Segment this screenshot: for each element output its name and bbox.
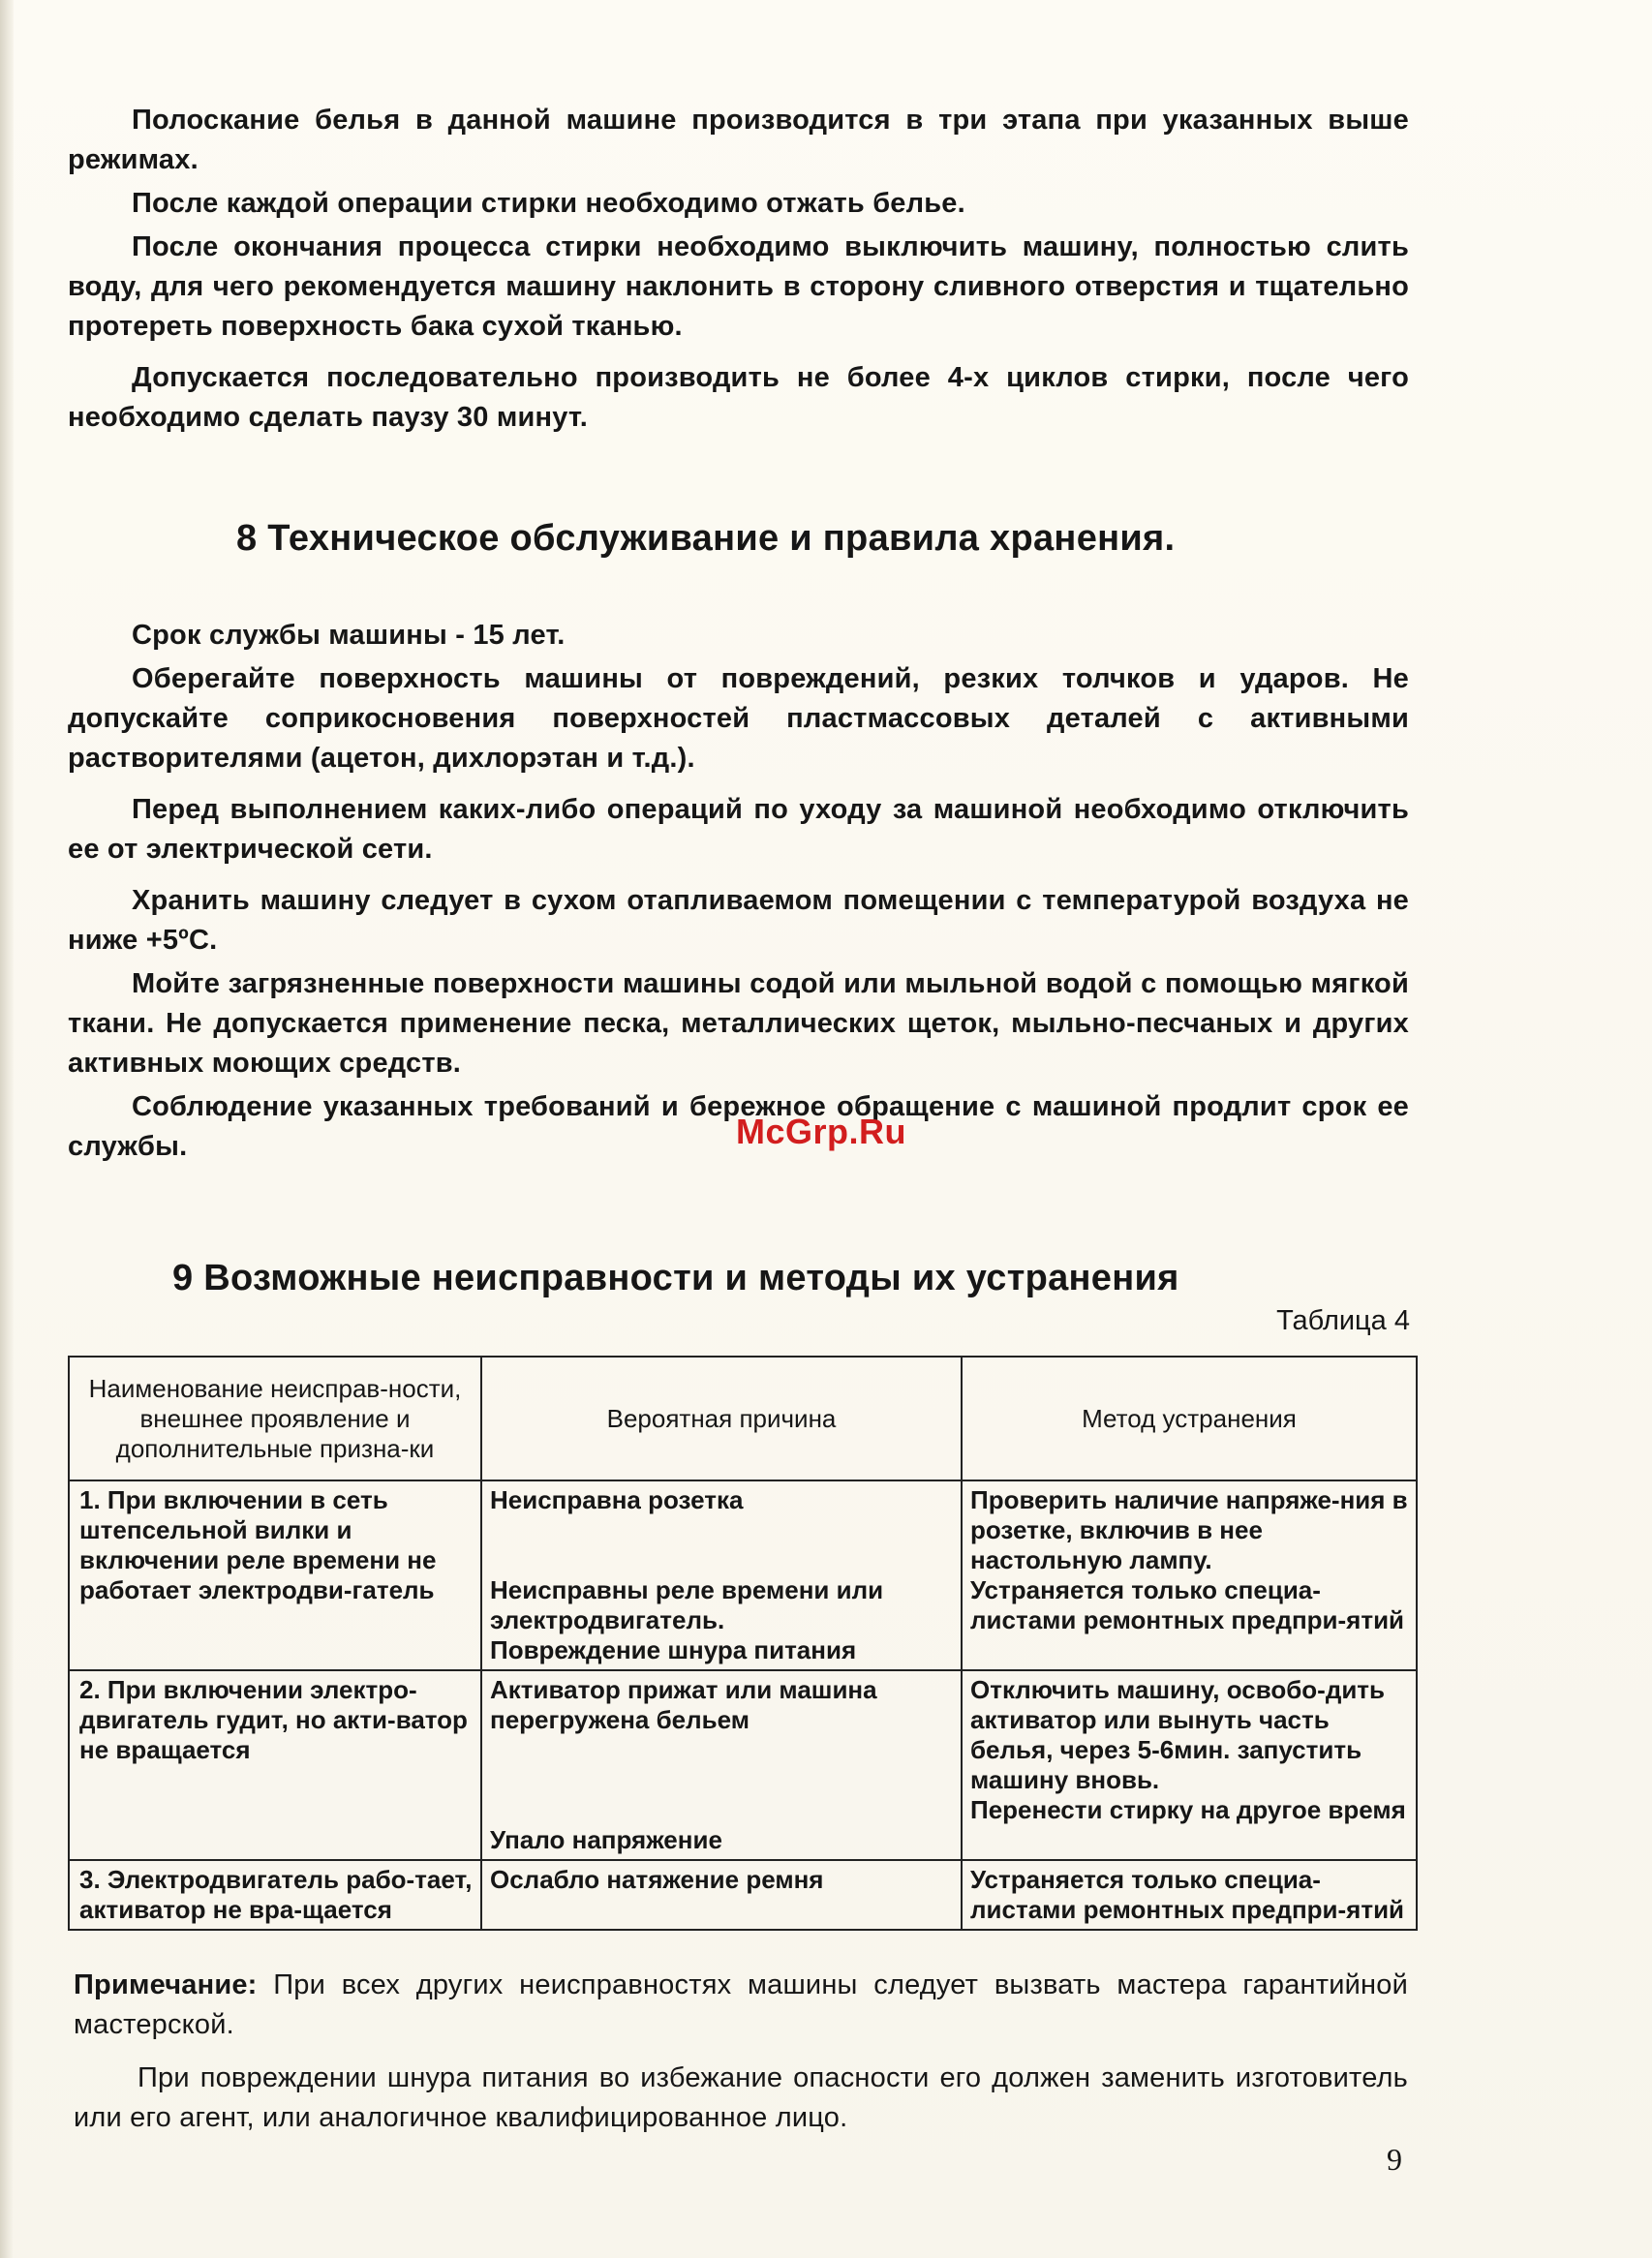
section-8-paragraph: Срок службы машины - 15 лет. — [132, 620, 566, 651]
section-8-paragraph: Перед выполнением каких-либо операций по уходу за машиной необходимо отключить ее от электрической сети. — [68, 794, 1409, 865]
cause-cell: Неисправны реле времени или электродвигатель. — [490, 1575, 884, 1634]
cause-cell: Упало напряжение — [490, 1825, 722, 1854]
cause-cell: Неисправна розетка — [490, 1485, 744, 1514]
intro-paragraph: Полоскание белья в данной машине производится в три этапа при указанных выше режимах. — [68, 105, 1409, 175]
section-8-body — [68, 616, 1409, 1167]
intro-paragraph: Допускается последовательно производить не более 4-х циклов стирки, после чего необходимо сделать паузу 30 минут. — [68, 362, 1409, 433]
table-row — [69, 1670, 1417, 1860]
remedy-cell: Проверить наличие напряже-ния в розетке, включив в нее настольную лампу. — [970, 1485, 1408, 1574]
section-8-paragraph: Оберегайте поверхность машины от повреждений, резких толчков и ударов. Не допускайте соприкосновения поверхностей пластмассовых деталей с активными растворителями (ацетон, дихлорэтан и т.д.). — [68, 663, 1409, 774]
table-header-row — [69, 1357, 1417, 1480]
intro-paragraph: После каждой операции стирки необходимо отжать белье. — [132, 188, 965, 219]
remedy-cell: Перенести стирку на другое время — [970, 1795, 1406, 1824]
fault-table — [68, 1356, 1418, 1931]
remedy-cell: Отключить машину, освобо-дить активатор или вынуть часть белья, через 5-6мин. запустить машину вновь. — [970, 1675, 1386, 1794]
note-block — [74, 1966, 1408, 2138]
note-text: При всех других неисправностях машины следует вызвать мастера гарантийной мастерской. — [74, 1969, 1408, 2040]
section-8-paragraph: Хранить машину следует в сухом отапливаемом помещении с температурой воздуха не ниже +5ºС. — [68, 885, 1409, 956]
table-caption: Таблица 4 — [1276, 1305, 1410, 1336]
section-8-paragraph: Соблюдение указанных требований и бережное обращение с машиной продлит срок ее службы. — [68, 1091, 1409, 1162]
section-8-paragraph: Мойте загрязненные поверхности машины содой или мыльной водой с помощью мягкой ткани. Не допускается применение песка, металлических щеток, мыльно-песчаных и других активных моющих средств. — [68, 968, 1409, 1079]
section-9-title: 9 Возможные неисправности и методы их устранения — [172, 1258, 1179, 1298]
final-paragraph: При повреждении шнура питания во избежание опасности его должен заменить изготовитель или его агент, или аналогичное квалифицированное лицо. — [74, 2062, 1408, 2133]
fault-cell: 3. Электродвигатель рабо-тает, активатор не вра-щается — [79, 1865, 473, 1924]
fault-cell: 2. При включении электро-двигатель гудит, но акти-ватор не вращается — [79, 1675, 468, 1764]
section-8-title: 8 Техническое обслуживание и правила хранения. — [236, 518, 1176, 559]
table-row — [69, 1480, 1417, 1670]
table-row — [69, 1860, 1417, 1930]
header-remedy: Метод устранения — [962, 1357, 1417, 1480]
intro-block — [68, 101, 1409, 438]
header-cause: Вероятная причина — [481, 1357, 962, 1480]
header-fault: Наименование неисправ-ности, внешнее проявление и дополнительные призна-ки — [69, 1357, 481, 1480]
cause-cell: Ослабло натяжение ремня — [490, 1865, 824, 1894]
cause-cell: Повреждение шнура питания — [490, 1635, 857, 1664]
watermark-text: McGrp.Ru — [736, 1112, 907, 1151]
page-number: 9 — [1387, 2142, 1402, 2177]
cause-cell: Активатор прижат или машина перегружена бельем — [490, 1675, 877, 1734]
intro-paragraph: После окончания процесса стирки необходимо выключить машину, полностью слить воду, для чего рекомендуется машину наклонить в сторону сливного отверстия и тщательно протереть поверхность бака сухой тканью. — [68, 231, 1409, 342]
note-paragraph — [74, 1966, 1408, 2045]
note-label: Примечание: — [74, 1969, 258, 2000]
page-edge-shadow — [0, 0, 14, 2258]
remedy-cell: Устраняется только специа-листами ремонтных предпри-ятий — [970, 1865, 1405, 1924]
remedy-cell: Устраняется только специа-листами ремонтных предпри-ятий — [970, 1575, 1405, 1634]
fault-cell: 1. При включении в сеть штепсельной вилки и включении реле времени не работает электродви-гатель — [79, 1485, 437, 1604]
